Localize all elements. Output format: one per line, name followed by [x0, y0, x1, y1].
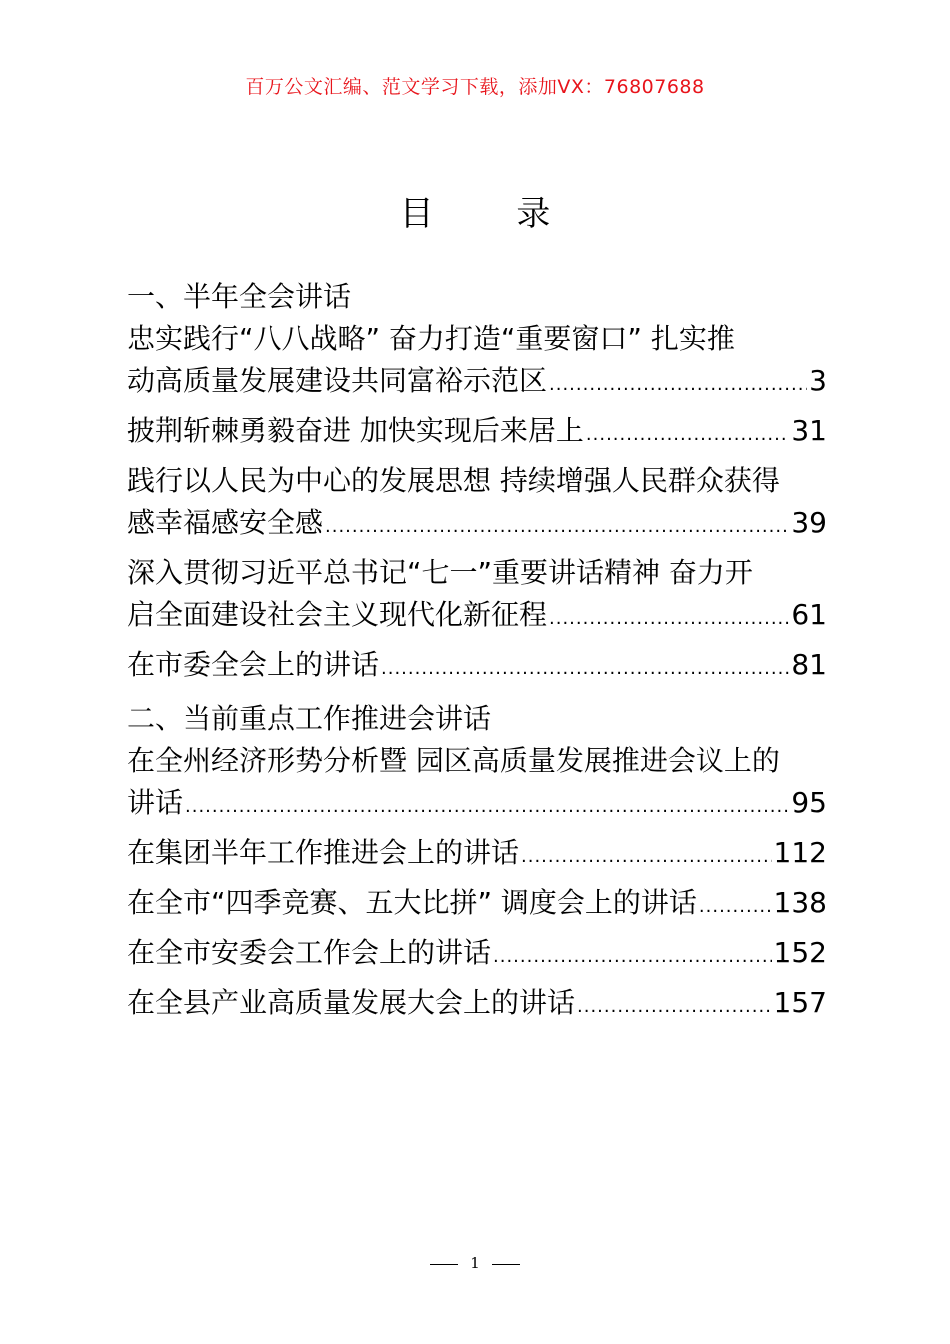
- toc-leader-dots: [577, 986, 772, 1028]
- toc-entry-title-line: 在全县产业高质量发展大会上的讲话: [127, 986, 576, 1019]
- toc-section-heading: 二、当前重点工作推进会讲话: [127, 702, 492, 735]
- toc-page-number: 157: [773, 986, 827, 1019]
- toc-entry-title-line: 披荆斩棘勇毅奋进 加快实现后来居上: [127, 414, 584, 447]
- toc-leader-dots: [381, 648, 789, 690]
- toc-entry[interactable]: [127, 552, 827, 640]
- toc-entry[interactable]: [127, 832, 827, 878]
- toc-entry-title-line: 忠实践行“八八战略” 奋力打造“重要窗口” 扎实推: [127, 322, 735, 355]
- toc-entry[interactable]: [127, 644, 827, 690]
- toc-entry-title-line: 在全市安委会工作会上的讲话: [127, 936, 492, 969]
- toc-entry-title-line: 践行以人民为中心的发展思想 持续增强人民群众获得: [127, 464, 780, 497]
- toc-leader-dots: [586, 414, 789, 456]
- toc-leader-dots: [699, 886, 772, 928]
- toc-page-number: 61: [791, 598, 827, 631]
- toc-entry-title-line: 在全市“四季竞赛、五大比拼” 调度会上的讲话: [127, 886, 697, 919]
- toc-leader-dots: [185, 786, 789, 828]
- toc-entry[interactable]: [127, 982, 827, 1028]
- toc-entry[interactable]: [127, 410, 827, 456]
- toc-entry-title-line: 在市委全会上的讲话: [127, 648, 380, 681]
- toc-section-heading: 一、半年全会讲话: [127, 280, 352, 313]
- toc-page-number: 81: [791, 648, 827, 681]
- toc-entry-title-line: 在集团半年工作推进会上的讲话: [127, 836, 520, 869]
- toc-entry-title-line: 启全面建设社会主义现代化新征程: [127, 598, 548, 631]
- toc-entry[interactable]: [127, 882, 827, 928]
- page-number: 1: [470, 1254, 480, 1272]
- toc-entry[interactable]: [127, 460, 827, 548]
- toc-page-number: 39: [791, 506, 827, 539]
- watermark-banner: 百万公文汇编、范文学习下载，添加VX：76807688: [245, 76, 705, 98]
- toc-entry[interactable]: [127, 740, 827, 828]
- toc-page-number: 112: [773, 836, 827, 869]
- toc-page-number: 138: [773, 886, 827, 919]
- toc-page-number: 3: [809, 364, 827, 397]
- toc-leader-dots: [325, 506, 789, 548]
- toc-entry-title-line: 讲话: [127, 786, 184, 819]
- toc-page-number: 95: [791, 786, 827, 819]
- toc-leader-dots: [549, 364, 807, 406]
- footer-dash-left: [430, 1264, 458, 1265]
- toc-entry-title-line: 在全州经济形势分析暨 园区高质量发展推进会议上的: [127, 744, 780, 777]
- toc-entry-title-line: 感幸福感安全感: [127, 506, 324, 539]
- toc-leader-dots: [549, 598, 789, 640]
- toc-entry[interactable]: [127, 318, 827, 406]
- table-of-contents: [127, 278, 827, 1032]
- toc-entry-title-line: 动高质量发展建设共同富裕示范区: [127, 364, 548, 397]
- toc-entry[interactable]: [127, 932, 827, 978]
- toc-entry-title-line: 深入贯彻习近平总书记“七一”重要讲话精神 奋力开: [127, 556, 753, 589]
- page-footer: [0, 1254, 950, 1272]
- toc-page-number: 152: [773, 936, 827, 969]
- toc-page-number: 31: [791, 414, 827, 447]
- footer-dash-right: [492, 1264, 520, 1265]
- toc-leader-dots: [493, 936, 772, 978]
- toc-leader-dots: [521, 836, 772, 878]
- page-title: 目 录: [399, 194, 587, 234]
